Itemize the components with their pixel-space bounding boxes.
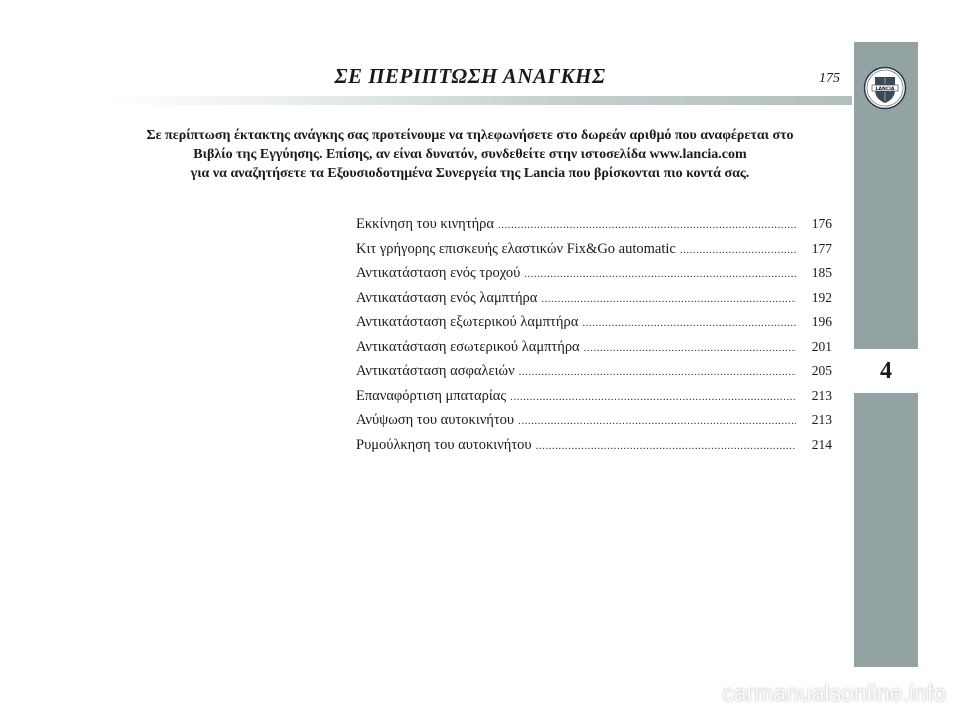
toc-leader bbox=[524, 268, 796, 280]
toc-leader bbox=[510, 391, 796, 403]
toc-leader bbox=[518, 415, 796, 427]
toc-entry-page: 196 bbox=[811, 314, 832, 329]
intro-paragraph bbox=[100, 126, 840, 183]
toc-entry-lifting[interactable] bbox=[356, 412, 832, 437]
page-title: ΣΕ ΠΕΡΙΠΤΩΣΗ ΑΝΑΓΚΗΣ bbox=[334, 64, 606, 88]
toc-leader bbox=[584, 342, 796, 354]
toc-entry-page: 185 bbox=[811, 265, 832, 280]
toc-entry-title: Επαναφόρτιση μπαταρίας bbox=[356, 387, 507, 404]
page-number: 175 bbox=[819, 71, 840, 86]
toc-leader bbox=[536, 440, 796, 452]
toc-entry-title: Αντικατάσταση ενός λαμπτήρα bbox=[356, 289, 538, 306]
lancia-logo-icon bbox=[863, 66, 907, 110]
intro-line: Βιβλίο της Εγγύησης. Επίσης, αν είναι δυνατόν, συνδεθείτε στην ιστοσελίδα www.lancia.com bbox=[193, 147, 747, 162]
toc-entry-title: Ανύψωση του αυτοκινήτου bbox=[356, 412, 515, 428]
toc-entry-towing[interactable] bbox=[356, 437, 832, 462]
toc-leader bbox=[680, 244, 796, 256]
toc-entry-exterior-bulb[interactable] bbox=[356, 314, 832, 339]
intro-line: Σε περίπτωση έκτακτης ανάγκης σας προτείνουμε να τηλεφωνήσετε στο δωρεάν αριθμό που αναφέρεται στο bbox=[146, 128, 794, 143]
toc-entry-page: 201 bbox=[811, 338, 832, 354]
toc-leader bbox=[498, 219, 796, 231]
toc-leader bbox=[582, 317, 796, 329]
toc-entry-page: 214 bbox=[811, 436, 832, 452]
toc-entry-page: 192 bbox=[811, 289, 832, 305]
toc-entry-page: 213 bbox=[811, 412, 832, 427]
toc-entry-title: Αντικατάσταση ασφαλειών bbox=[356, 363, 515, 379]
toc-entry-fix-and-go[interactable] bbox=[356, 241, 832, 266]
chapter-number: 4 bbox=[880, 357, 892, 384]
toc-entry-page: 205 bbox=[811, 363, 832, 378]
chapter-tab[interactable] bbox=[854, 349, 918, 393]
toc-entry-wheel-change[interactable] bbox=[356, 265, 832, 290]
toc-entry-title: Αντικατάσταση εσωτερικού λαμπτήρα bbox=[356, 338, 580, 355]
toc-entry-bulb-change[interactable] bbox=[356, 290, 832, 315]
toc-leader bbox=[541, 293, 796, 305]
toc-entry-title: Κιτ γρήγορης επισκευής ελαστικών Fix&Go automatic bbox=[356, 240, 676, 257]
toc-entry-title: Ρυμούλκηση του αυτοκινήτου bbox=[356, 436, 532, 453]
intro-line: για να αναζητήσετε τα Εξουσιοδοτημένα Συνεργεία της Lancia που βρίσκονται πιο κοντά σας. bbox=[190, 166, 750, 181]
watermark: carmanualsonline.info bbox=[722, 680, 946, 706]
toc-entry-title: Εκκίνηση του κινητήρα bbox=[356, 216, 495, 232]
header-rule bbox=[110, 96, 852, 105]
toc-entry-engine-start[interactable] bbox=[356, 216, 832, 241]
toc-entry-battery-recharge[interactable] bbox=[356, 388, 832, 413]
toc-entry-fuses[interactable] bbox=[356, 363, 832, 388]
toc-entry-page: 213 bbox=[811, 387, 832, 403]
toc-entry-page: 176 bbox=[811, 216, 832, 231]
logo-text: LANCIA bbox=[875, 86, 895, 92]
toc-entry-title: Αντικατάσταση ενός τροχού bbox=[356, 265, 521, 281]
table-of-contents bbox=[356, 216, 832, 461]
toc-entry-page: 177 bbox=[811, 240, 832, 256]
toc-leader bbox=[519, 366, 796, 378]
toc-entry-interior-bulb[interactable] bbox=[356, 339, 832, 364]
toc-entry-title: Αντικατάσταση εξωτερικού λαμπτήρα bbox=[356, 314, 579, 330]
